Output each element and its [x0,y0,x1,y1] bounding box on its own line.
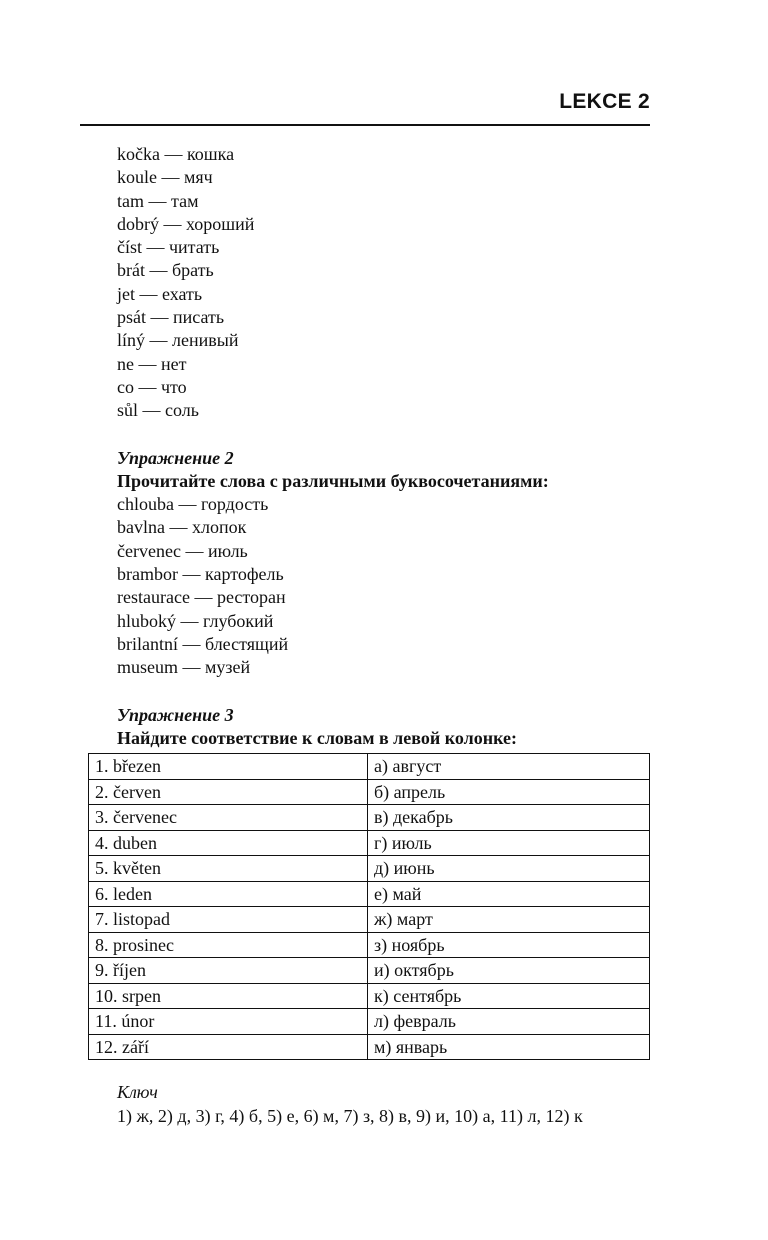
table-row [89,754,650,780]
russian-month-cell: в) декабрь [368,805,650,831]
table-row [89,779,650,805]
russian-month-cell: м) январь [368,1034,650,1060]
answer-key [117,1080,583,1128]
table-row [89,983,650,1009]
vocab-item: psát — писать [117,307,225,328]
czech-month-cell: 10. srpen [89,983,368,1009]
czech-month-cell: 1. březen [89,754,368,780]
vocab-item: sůl — соль [117,400,199,421]
table-row [89,1009,650,1035]
russian-month-cell: а) август [368,754,650,780]
exercise-2-title: Упражнение 2 [117,447,234,468]
table-row [89,958,650,984]
vocab-item: co — что [117,376,187,397]
exercise-3-title: Упражнение 3 [117,704,234,725]
czech-month-cell: 4. duben [89,830,368,856]
russian-month-cell: з) ноябрь [368,932,650,958]
vocab-item: dobrý — хороший [117,213,255,234]
exercise-2-item: bavlna — хлопок [117,517,247,538]
answer-key-answers: 1) ж, 2) д, 3) г, 4) б, 5) е, 6) м, 7) з, 8) в, 9) и, 10) а, 11) л, 12) к [117,1106,583,1126]
page-header-title: LEKCE 2 [559,90,650,113]
russian-month-cell: к) сентябрь [368,983,650,1009]
czech-month-cell: 11. únor [89,1009,368,1035]
table-row [89,881,650,907]
table-row [89,805,650,831]
page-content [117,143,657,750]
russian-month-cell: г) июль [368,830,650,856]
vocab-item: kočka — кошка [117,144,235,164]
czech-month-cell: 5. květen [89,856,368,882]
russian-month-cell: е) май [368,881,650,907]
czech-month-cell: 12. září [89,1034,368,1060]
czech-month-cell: 8. prosinec [89,932,368,958]
exercise-2-item: brilantní — блестящий [117,633,289,654]
exercise-2-instruction: Прочитайте слова с различными буквосочетаниями: [117,470,549,491]
russian-month-cell: б) апрель [368,779,650,805]
exercise-2-item: brambor — картофель [117,564,284,585]
russian-month-cell: и) октябрь [368,958,650,984]
exercise-3-instruction: Найдите соответствие к словам в левой колонке: [117,727,517,748]
answer-key-title: Ключ [117,1082,158,1102]
exercise-2-item: museum — музей [117,657,251,678]
czech-month-cell: 6. leden [89,881,368,907]
table-row [89,932,650,958]
vocab-item: ne — нет [117,353,187,374]
vocab-item: koule — мяч [117,167,213,188]
czech-month-cell: 7. listopad [89,907,368,933]
exercise-2-item: restaurace — ресторан [117,587,286,608]
running-header [80,88,650,126]
matching-table [88,753,650,1060]
vocab-item: líný — ленивый [117,330,239,351]
table-row [89,830,650,856]
vocab-item: číst — читать [117,237,220,258]
exercise-2-item: chlouba — гордость [117,494,269,515]
exercise-2-item: červenec — июль [117,540,248,561]
russian-month-cell: ж) март [368,907,650,933]
czech-month-cell: 2. červen [89,779,368,805]
vocab-item: tam — там [117,190,199,211]
vocab-list-1 [117,143,657,423]
exercise-3 [117,704,657,751]
table-row [89,856,650,882]
russian-month-cell: л) февраль [368,1009,650,1035]
table-row [89,907,650,933]
czech-month-cell: 9. říjen [89,958,368,984]
exercise-2 [117,447,657,680]
czech-month-cell: 3. červenec [89,805,368,831]
russian-month-cell: д) июнь [368,856,650,882]
vocab-item: jet — ехать [117,283,203,304]
table-row [89,1034,650,1060]
exercise-2-item: hluboký — глубокий [117,610,274,631]
vocab-item: brát — брать [117,260,214,281]
